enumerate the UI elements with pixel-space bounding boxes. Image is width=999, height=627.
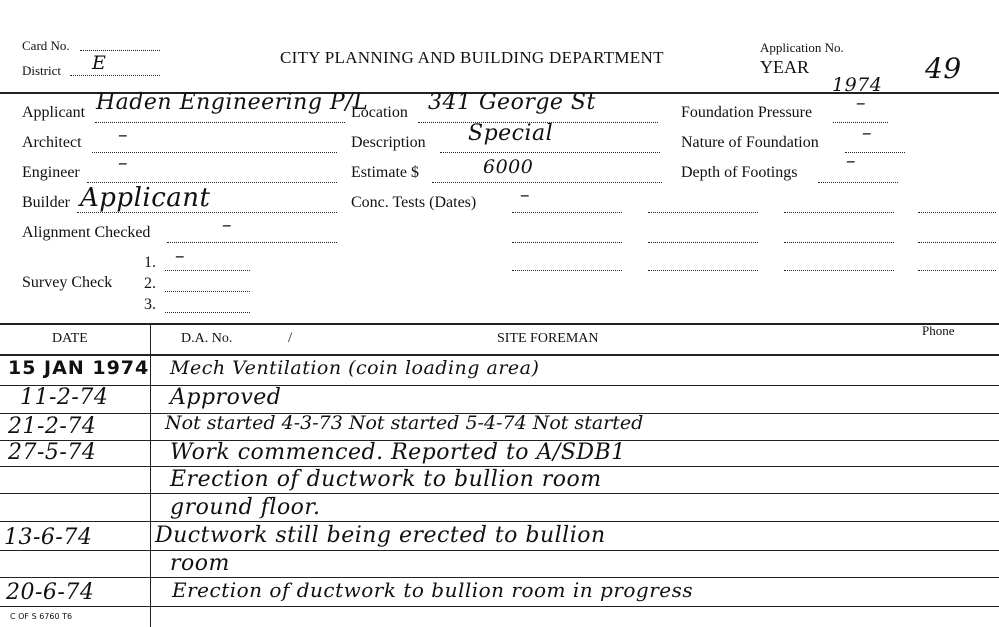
description-label: Description [351,134,426,151]
row-rule [0,493,999,494]
da-no-header: D.A. No. [181,331,233,346]
description-value: Special [468,121,554,146]
engineer-value: – [118,152,128,174]
row-rule [0,550,999,551]
foundation-pressure-label: Foundation Pressure [681,104,813,121]
applicant-label: Applicant [22,104,86,121]
table-row-entry: Approved [170,385,282,410]
date-header: DATE [52,331,88,346]
survey-1-value: – [175,245,185,267]
builder-value: Applicant [80,183,211,213]
application-no-value: 49 [925,52,962,85]
location-value: 341 George St [428,90,596,115]
table-row-date: 20-6-74 [6,580,95,605]
phone-header: Phone [922,323,955,338]
conc-tests-value: – [520,184,530,206]
table-row-date: 15 JAN 1974 [8,357,150,379]
table-row-entry: Work commenced. Reported to A/SDB1 [170,440,626,465]
table-row-entry: ground floor. [170,495,321,520]
table-row-entry: room [170,551,230,576]
foundation-pressure-value: – [856,92,866,114]
nature-foundation-value: – [862,122,872,144]
architect-value: – [118,124,128,146]
estimate-label: Estimate $ [351,164,419,181]
application-no-label: Application No. [760,40,844,55]
header-row-rule [0,354,999,356]
row-rule [0,385,999,386]
site-foreman-header: SITE FOREMAN [497,331,599,346]
table-row-date: 27-5-74 [8,440,97,465]
da-no-mark: / [288,330,293,346]
date-column-divider [150,323,151,627]
district-label: District [22,63,61,78]
table-row-date: 21-2-74 [8,414,97,439]
architect-label: Architect [22,134,82,151]
table-row-entry: Mech Ventilation (coin loading area) [170,357,540,379]
year-value: 1974 [832,74,883,96]
alignment-value: – [222,214,232,236]
table-row-entry: Erection of ductwork to bullion room in progress [172,578,694,602]
table-row-entry: Ductwork still being erected to bullion [155,523,606,548]
form-code: C OF S 6760 T6 [10,612,73,621]
depth-footings-value: – [846,150,856,172]
depth-footings-label: Depth of Footings [681,164,798,181]
table-row-entry: Not started 4-3-73 Not started 5-4-74 Not started [165,412,644,434]
estimate-value: 6000 [483,156,534,178]
survey-check-label: Survey Check [22,274,113,291]
table-row-date: 13-6-74 [4,525,93,550]
conc-tests-label: Conc. Tests (Dates) [351,194,477,211]
engineer-label: Engineer [22,164,80,181]
district-value: E [92,52,107,74]
location-label: Location [351,104,408,121]
survey-1-label: 1. [144,254,156,271]
department-title: CITY PLANNING AND BUILDING DEPARTMENT [280,48,664,67]
row-rule [0,606,999,607]
nature-foundation-label: Nature of Foundation [681,134,819,151]
table-row-entry: Erection of ductwork to bullion room [170,467,602,492]
row-rule [0,521,999,522]
year-label: YEAR [760,57,809,77]
survey-3-label: 3. [144,296,156,313]
survey-2-label: 2. [144,275,156,292]
table-row-date: 11-2-74 [20,385,109,410]
applicant-value: Haden Engineering P/L [96,90,369,115]
card-no-label: Card No. [22,38,70,53]
alignment-label: Alignment Checked [22,224,151,241]
builder-label: Builder [22,194,70,211]
